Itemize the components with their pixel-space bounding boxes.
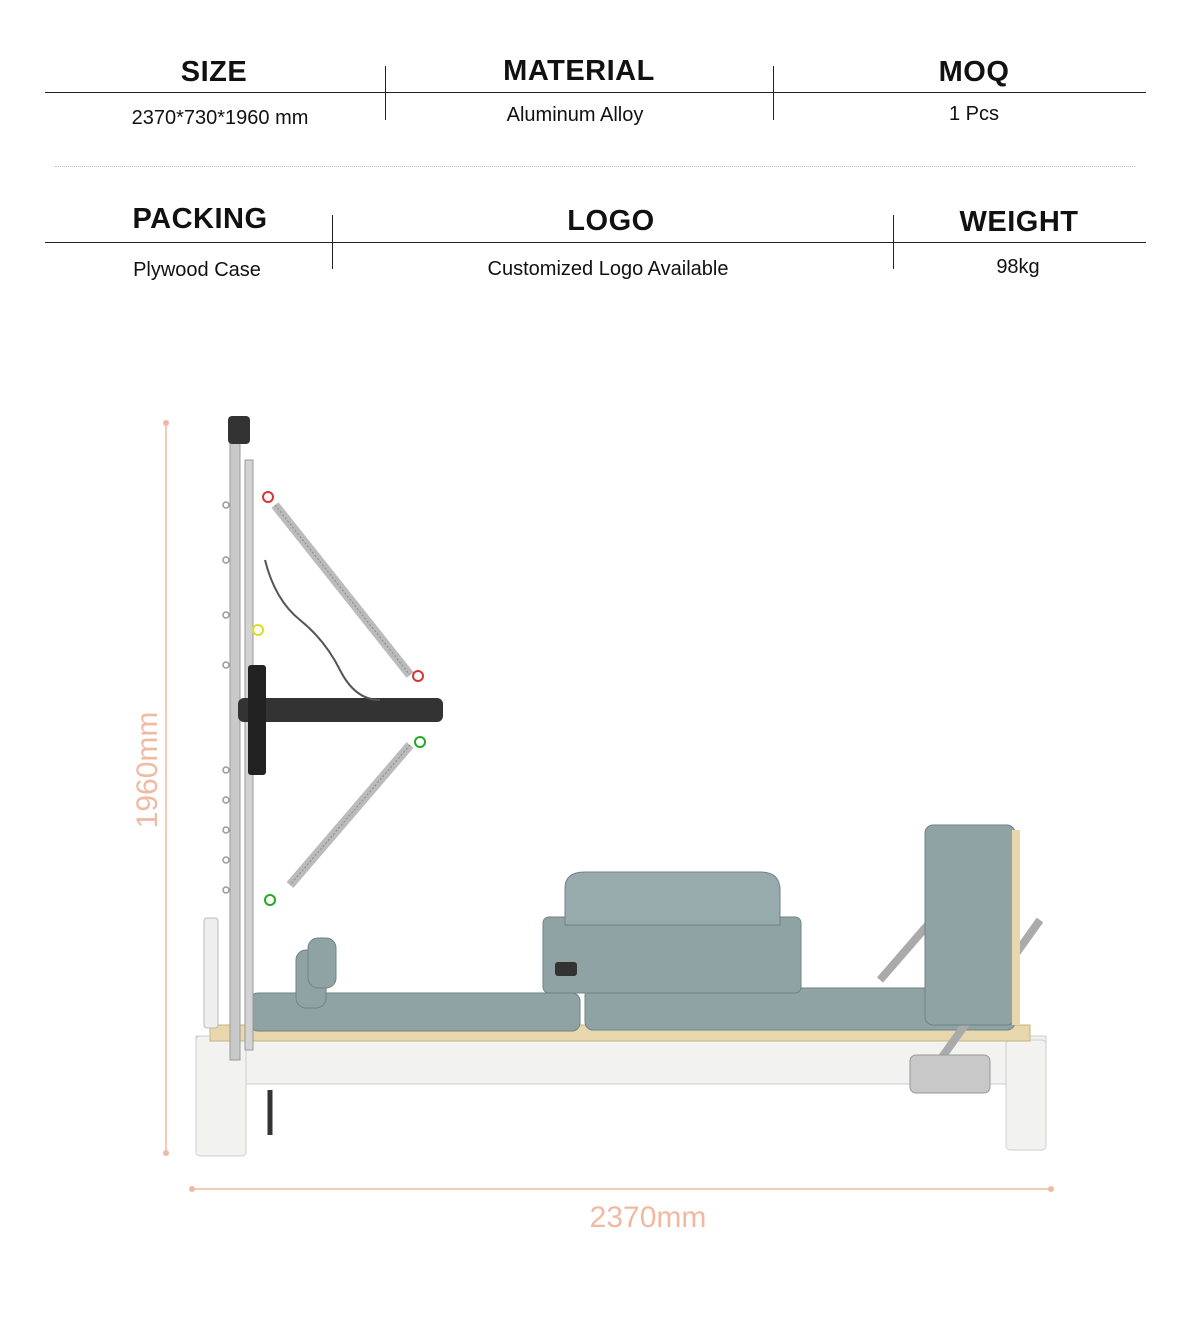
moq-value: 1 Pcs: [948, 103, 1000, 125]
logo-value: Customized Logo Available: [487, 258, 729, 280]
row1-rule: [45, 92, 1146, 93]
row2-divider-1: [332, 215, 333, 269]
material-value: Aluminum Alloy: [506, 104, 644, 126]
logo-label: LOGO: [567, 205, 655, 237]
packing-label: PACKING: [132, 203, 268, 235]
weight-label: WEIGHT: [959, 206, 1079, 238]
sitting-box: [543, 872, 801, 993]
size-value: 2370*730*1960 mm: [131, 107, 309, 129]
reformer-tower-illustration: [0, 380, 1200, 1240]
weight-value: 98kg: [996, 256, 1040, 278]
length-dimension-line: [189, 1186, 1054, 1192]
moq-label: MOQ: [938, 56, 1010, 88]
row1-divider-2: [773, 66, 774, 120]
height-dimension-label: 1960mm: [131, 711, 164, 829]
packing-value: Plywood Case: [133, 259, 261, 281]
size-label: SIZE: [180, 56, 248, 88]
row2-divider-2: [893, 215, 894, 269]
spec-table: [0, 0, 1200, 320]
length-dimension-label: 2370mm: [589, 1201, 707, 1234]
row-separator: [55, 166, 1135, 167]
row1-divider-1: [385, 66, 386, 120]
material-label: MATERIAL: [503, 55, 655, 87]
row2-rule: [45, 242, 1146, 243]
